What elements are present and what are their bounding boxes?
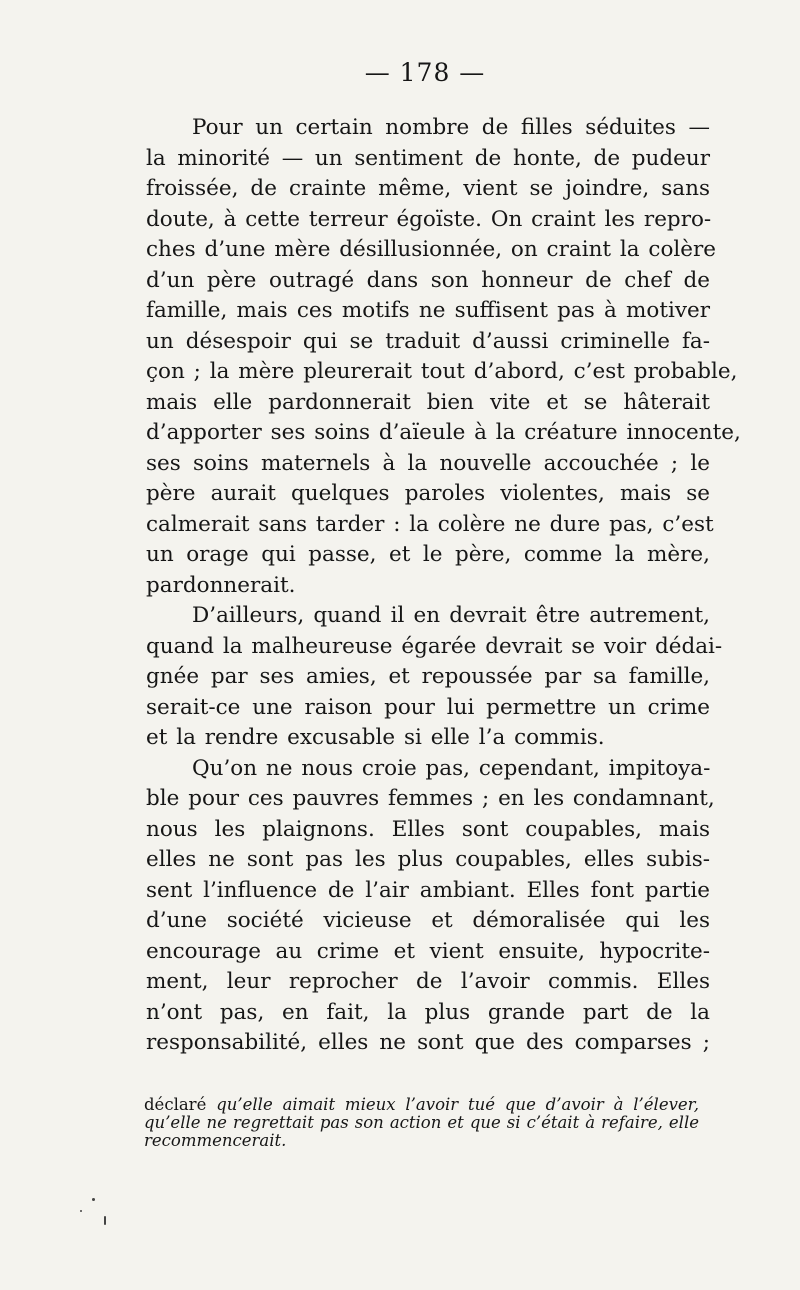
text-line: calmerait sans tarder : la colère ne dure pas, c’est: [146, 511, 714, 537]
text-line: doute, à cette terreur égoïste. On craint les repro-: [146, 206, 712, 232]
text-line: ches d’une mère désillusionnée, on craint la colère: [146, 237, 717, 262]
body-text: [146, 113, 741, 1059]
text-line: et la rendre excusable si elle l’a commis.: [146, 725, 605, 750]
text-line: nous les plaignons. Elles sont coupables, mais: [146, 816, 710, 842]
text-line: ble pour ces pauvres femmes ; en les condamnant,: [146, 786, 715, 811]
text-line: Pour un certain nombre de filles séduites —: [192, 115, 710, 140]
scan-speck: [92, 1198, 95, 1201]
footnote-upright-word: déclaré: [144, 1095, 207, 1114]
text-line: d’une société vicieuse et démoralisée qui les: [146, 908, 710, 933]
scan-speck: [80, 1210, 82, 1212]
text-line: responsabilité, elles ne sont que des comparses ;: [146, 1030, 710, 1055]
text-line: ment, leur reprocher de l’avoir commis. Elles: [146, 969, 710, 994]
footnote: [144, 1096, 699, 1150]
footnote-line: qu’elle ne regrettait pas son action et que si c’était à refaire, elle: [144, 1113, 699, 1132]
scan-speck: [104, 1216, 106, 1225]
text-line: çon ; la mère pleurerait tout d’abord, c’est probable,: [146, 359, 738, 384]
text-line: D’ailleurs, quand il en devrait être autrement,: [192, 603, 710, 628]
text-line: d’apporter ses soins d’aïeule à la créature innocente,: [146, 420, 741, 445]
footnote-line: [144, 1096, 699, 1114]
text-line: père aurait quelques paroles violentes, mais se: [146, 481, 710, 506]
text-line: pardonnerait.: [146, 572, 296, 598]
text-line: gnée par ses amies, et repoussée par sa famille,: [146, 664, 710, 689]
text-line: mais elle pardonnerait bien vite et se hâterait: [146, 389, 710, 415]
text-line: n’ont pas, en fait, la plus grande part de la: [146, 999, 710, 1025]
text-line: famille, mais ces motifs ne suffisent pas à motiver: [146, 298, 710, 323]
text-line: elles ne sont pas les plus coupables, elles subis-: [146, 847, 710, 872]
text-line: froissée, de crainte même, vient se joindre, sans: [146, 176, 710, 201]
text-line: sent l’influence de l’air ambiant. Elles font partie: [146, 877, 710, 903]
text-line: ses soins maternels à la nouvelle accouchée ; le: [146, 450, 710, 476]
text-line: un désespoir qui se traduit d’aussi criminelle fa-: [146, 328, 710, 354]
page-number: — 178 —: [364, 58, 486, 87]
text-line: encourage au crime et vient ensuite, hypocrite-: [146, 938, 710, 964]
text-line: d’un père outragé dans son honneur de chef de: [146, 267, 710, 293]
footnote-line: recommencerait.: [144, 1131, 287, 1150]
text-line: Qu’on ne nous croie pas, cependant, impitoya-: [192, 755, 711, 781]
text-line: serait-ce une raison pour lui permettre un crime: [146, 694, 710, 720]
text-line: la minorité — un sentiment de honte, de pudeur: [146, 145, 710, 171]
text-line: un orage qui passe, et le père, comme la mère,: [146, 542, 710, 567]
footnote-line-rest: qu’elle aimait mieux l’avoir tué que d’avoir à l’élever,: [216, 1095, 700, 1114]
text-line: quand la malheureuse égarée devrait se voir dédai-: [146, 633, 723, 659]
